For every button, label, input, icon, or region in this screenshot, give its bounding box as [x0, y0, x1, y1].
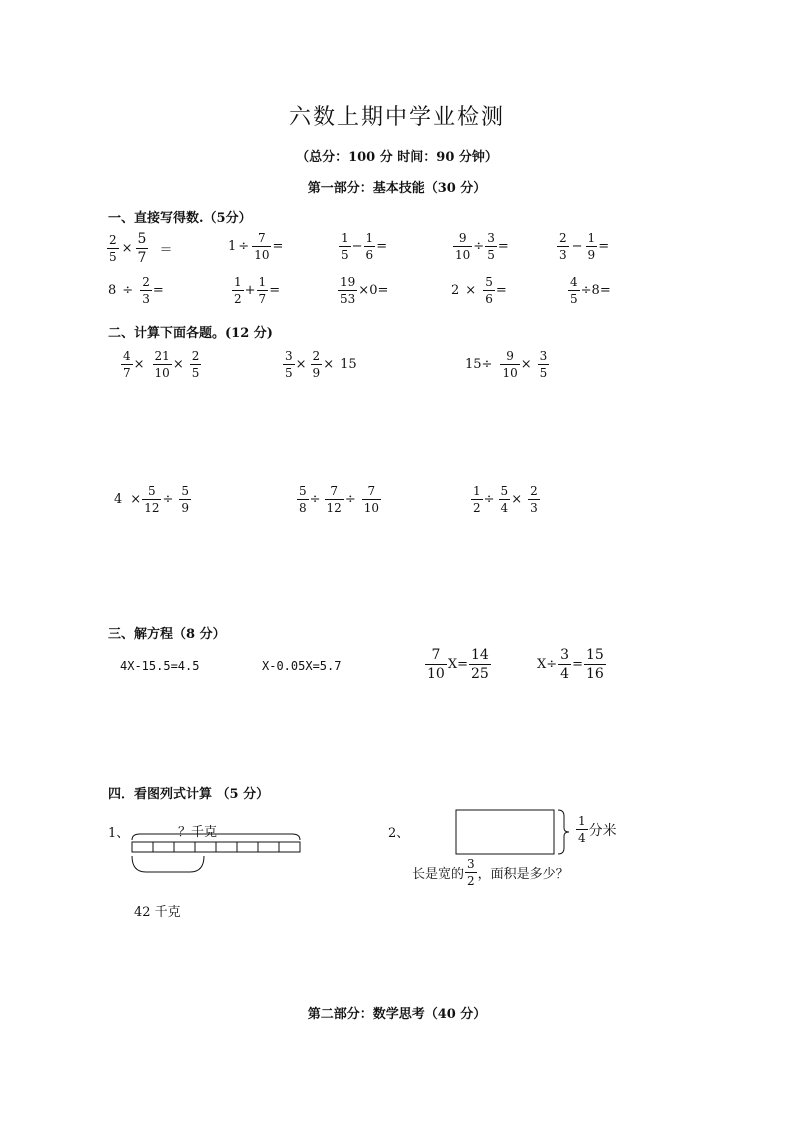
- numerator: 14: [470, 647, 489, 663]
- fraction: [297, 485, 309, 514]
- operator: ×: [511, 492, 523, 507]
- whole-number: 15: [465, 357, 482, 372]
- numerator: 5: [148, 484, 156, 498]
- operator: −: [351, 239, 363, 254]
- numerator: 1: [341, 231, 349, 245]
- denominator: 9: [587, 248, 596, 262]
- s1-problem-d: [452, 232, 509, 261]
- s1-problem-i: [451, 276, 507, 305]
- operator: ÷: [580, 283, 592, 298]
- numerator: 2: [559, 231, 567, 245]
- fraction: [584, 648, 606, 681]
- s1-problem-f: [108, 276, 164, 305]
- fraction: [483, 276, 495, 305]
- s2-problem-c: [465, 350, 550, 379]
- question-text: ，面积是多少？: [477, 867, 569, 882]
- equals-sign: =: [497, 239, 509, 254]
- denominator: 3: [142, 292, 150, 306]
- s2-problem-f: [470, 485, 541, 514]
- numerator: 2: [312, 349, 321, 363]
- whole-number: 15: [340, 357, 357, 372]
- fraction: [136, 232, 149, 265]
- problem-2-number: 2、: [388, 826, 410, 841]
- equals-sign: =: [272, 239, 284, 254]
- fraction: [140, 276, 152, 305]
- denominator: 7: [123, 366, 131, 380]
- fraction: [485, 232, 497, 261]
- whole-number: 8: [108, 283, 117, 298]
- whole-number: 2: [451, 283, 460, 298]
- equals-sign: =: [269, 283, 281, 298]
- operator: ÷: [309, 492, 321, 507]
- denominator: 3: [559, 248, 567, 262]
- fraction: [557, 232, 569, 261]
- denominator: 12: [144, 501, 160, 515]
- fraction: [283, 350, 295, 379]
- fraction: [325, 485, 344, 514]
- s1-problem-g: [231, 276, 280, 305]
- equals-sign: =: [152, 283, 164, 298]
- operator: +: [244, 283, 256, 298]
- numerator: 3: [539, 349, 548, 363]
- denominator: 10: [455, 248, 471, 262]
- fraction: [528, 485, 540, 514]
- s2-problem-e: [296, 485, 382, 514]
- section-3-heading: 三、解方程（8 分）: [108, 627, 226, 642]
- fraction: [538, 350, 550, 379]
- question-text: 长是宽的: [412, 867, 465, 882]
- fraction: [339, 232, 351, 261]
- s3-equation-c: [424, 648, 492, 681]
- fraction: [576, 815, 588, 844]
- problem-2-question: [412, 858, 569, 887]
- s2-problem-d: [114, 485, 192, 514]
- unit: 分米: [588, 822, 617, 839]
- fraction: [558, 648, 571, 681]
- s3-equation-d: [537, 648, 607, 681]
- equals-sign: =: [572, 657, 583, 672]
- numerator: 3: [467, 857, 475, 871]
- page-title: 六数上期中学业检测: [288, 105, 505, 130]
- operator: ×: [295, 357, 307, 372]
- whole-number: 1: [228, 239, 237, 254]
- denominator: 4: [578, 831, 586, 845]
- denominator: 5: [570, 292, 578, 306]
- numerator: 3: [285, 349, 293, 363]
- weight-bar-diagram: [126, 832, 306, 882]
- segment-dividers: [153, 842, 279, 852]
- denominator: 2: [473, 501, 481, 515]
- numerator: 3: [487, 231, 495, 245]
- denominator: 10: [154, 366, 170, 380]
- fraction: [469, 648, 491, 681]
- operator: ×: [323, 357, 335, 372]
- s2-problem-b: [282, 350, 357, 379]
- numerator: 2: [109, 233, 117, 247]
- s3-equation-a: 4X-15.5=4.5: [120, 659, 200, 673]
- whole-number: 0: [369, 283, 378, 298]
- part-two-heading: 第二部分：数学思考（40 分）: [307, 1007, 487, 1022]
- numerator: 1: [578, 814, 586, 828]
- fraction: [257, 276, 269, 305]
- side-brace: [558, 810, 569, 854]
- problem-1-number: 1、: [108, 826, 130, 841]
- operator: ÷: [483, 492, 495, 507]
- denominator: 16: [585, 666, 604, 682]
- operator: ×: [465, 283, 477, 298]
- equals-sign: =: [376, 239, 388, 254]
- numerator: 9: [506, 349, 514, 363]
- denominator: 3: [530, 501, 538, 515]
- numerator: 15: [585, 647, 604, 663]
- s1-problem-a: [106, 232, 174, 265]
- exam-info: （总分：100 分 时间：90 分钟）: [296, 150, 498, 165]
- denominator: 53: [340, 292, 356, 306]
- unknown-weight-label: ？千克: [178, 825, 218, 840]
- fraction: [568, 276, 580, 305]
- operator: ×: [172, 357, 184, 372]
- s1-problem-h: [337, 276, 388, 305]
- variable: X÷: [537, 657, 558, 672]
- numerator: 7: [330, 484, 338, 498]
- denominator: 7: [258, 292, 267, 306]
- numerator: 5: [181, 484, 190, 498]
- section-4-heading: 四．看图列式计算 （5 分）: [108, 787, 270, 802]
- denominator: 10: [502, 366, 518, 380]
- numerator: 1: [587, 231, 596, 245]
- denominator: 5: [539, 366, 548, 380]
- fraction: [500, 350, 519, 379]
- numerator: 3: [560, 647, 570, 663]
- fraction: [107, 234, 119, 263]
- denominator: 5: [285, 366, 293, 380]
- part-one-heading: 第一部分：基本技能（30 分）: [307, 181, 487, 196]
- fraction: [190, 350, 202, 379]
- fraction: [465, 858, 477, 887]
- denominator: 7: [137, 250, 147, 266]
- denominator: 12: [326, 501, 342, 515]
- operator: ÷: [122, 283, 134, 298]
- denominator: 8: [299, 501, 307, 515]
- numerator: 5: [500, 484, 509, 498]
- equals-sign: =: [598, 239, 610, 254]
- denominator: 6: [365, 248, 374, 262]
- fraction: [453, 232, 472, 261]
- known-weight-label: 42 千克: [134, 905, 181, 920]
- numerator: 2: [530, 484, 538, 498]
- variable: X=: [447, 657, 468, 672]
- whole-number: 8: [591, 283, 600, 298]
- top-brace: [132, 834, 300, 840]
- fraction: [338, 276, 357, 305]
- denominator: 5: [191, 366, 200, 380]
- numerator: 7: [258, 231, 266, 245]
- s1-problem-e: [556, 232, 609, 261]
- fraction: [471, 485, 483, 514]
- numerator: 4: [123, 349, 131, 363]
- fraction: [142, 485, 161, 514]
- rectangle-shape: [456, 810, 554, 854]
- numerator: 1: [473, 484, 481, 498]
- numerator: 1: [234, 275, 242, 289]
- fraction: [364, 232, 376, 261]
- denominator: 25: [470, 666, 489, 682]
- fraction: [362, 485, 381, 514]
- s2-problem-a: [120, 350, 202, 379]
- operator: ÷: [344, 492, 356, 507]
- numerator: 5: [299, 484, 307, 498]
- fraction: [179, 485, 191, 514]
- denominator: 6: [485, 292, 493, 306]
- operator: ×: [121, 241, 133, 256]
- numerator: 7: [431, 647, 441, 663]
- s3-equation-b: X-0.05X=5.7: [262, 659, 342, 673]
- denominator: 9: [312, 366, 321, 380]
- denominator: 2: [467, 874, 475, 888]
- numerator: 5: [137, 231, 147, 247]
- whole-number: 4: [114, 492, 123, 507]
- rectangle-diagram: [455, 808, 575, 858]
- fraction: [311, 350, 323, 379]
- denominator: 10: [427, 666, 445, 682]
- numerator: 1: [258, 275, 267, 289]
- s1-problem-j: [567, 276, 611, 305]
- denominator: 9: [181, 501, 190, 515]
- denominator: 4: [500, 501, 509, 515]
- section-2-heading: 二、计算下面各题。(12 分): [108, 326, 273, 341]
- operator: ×: [358, 283, 370, 298]
- numerator: 21: [154, 349, 170, 363]
- operator: −: [571, 239, 583, 254]
- numerator: 4: [570, 275, 578, 289]
- fraction: [252, 232, 271, 261]
- numerator: 19: [340, 275, 356, 289]
- denominator: 10: [254, 248, 270, 262]
- fraction: [499, 485, 511, 514]
- section-1-heading: 一、直接写得数.（5分）: [108, 211, 252, 226]
- fraction: [232, 276, 244, 305]
- numerator: 2: [142, 275, 150, 289]
- operator: ÷: [162, 492, 174, 507]
- fraction: [153, 350, 172, 379]
- denominator: 5: [109, 250, 117, 264]
- operator: ÷: [481, 357, 493, 372]
- denominator: 5: [341, 248, 349, 262]
- equals-sign: =: [495, 283, 507, 298]
- fraction: [121, 350, 133, 379]
- denominator: 10: [363, 501, 380, 515]
- numerator: 9: [458, 231, 467, 245]
- s1-problem-b: [228, 232, 283, 261]
- denominator: 5: [487, 248, 495, 262]
- s1-problem-c: [338, 232, 387, 261]
- numerator: 5: [485, 275, 493, 289]
- denominator: 4: [560, 666, 570, 682]
- numerator: 2: [191, 349, 200, 363]
- fraction: [586, 232, 598, 261]
- equals-sign: ＝: [159, 243, 173, 258]
- numerator: 7: [367, 484, 376, 498]
- operator: ×: [520, 357, 532, 372]
- denominator: 2: [234, 292, 242, 306]
- equals-sign: =: [377, 283, 389, 298]
- operator: ×: [130, 492, 142, 507]
- fraction: [425, 648, 447, 681]
- numerator: 1: [365, 231, 374, 245]
- equals-sign: =: [599, 283, 611, 298]
- width-label: [575, 815, 617, 844]
- operator: ÷: [238, 239, 250, 254]
- operator: ÷: [473, 239, 485, 254]
- operator: ×: [133, 357, 145, 372]
- bottom-brace: [132, 856, 204, 872]
